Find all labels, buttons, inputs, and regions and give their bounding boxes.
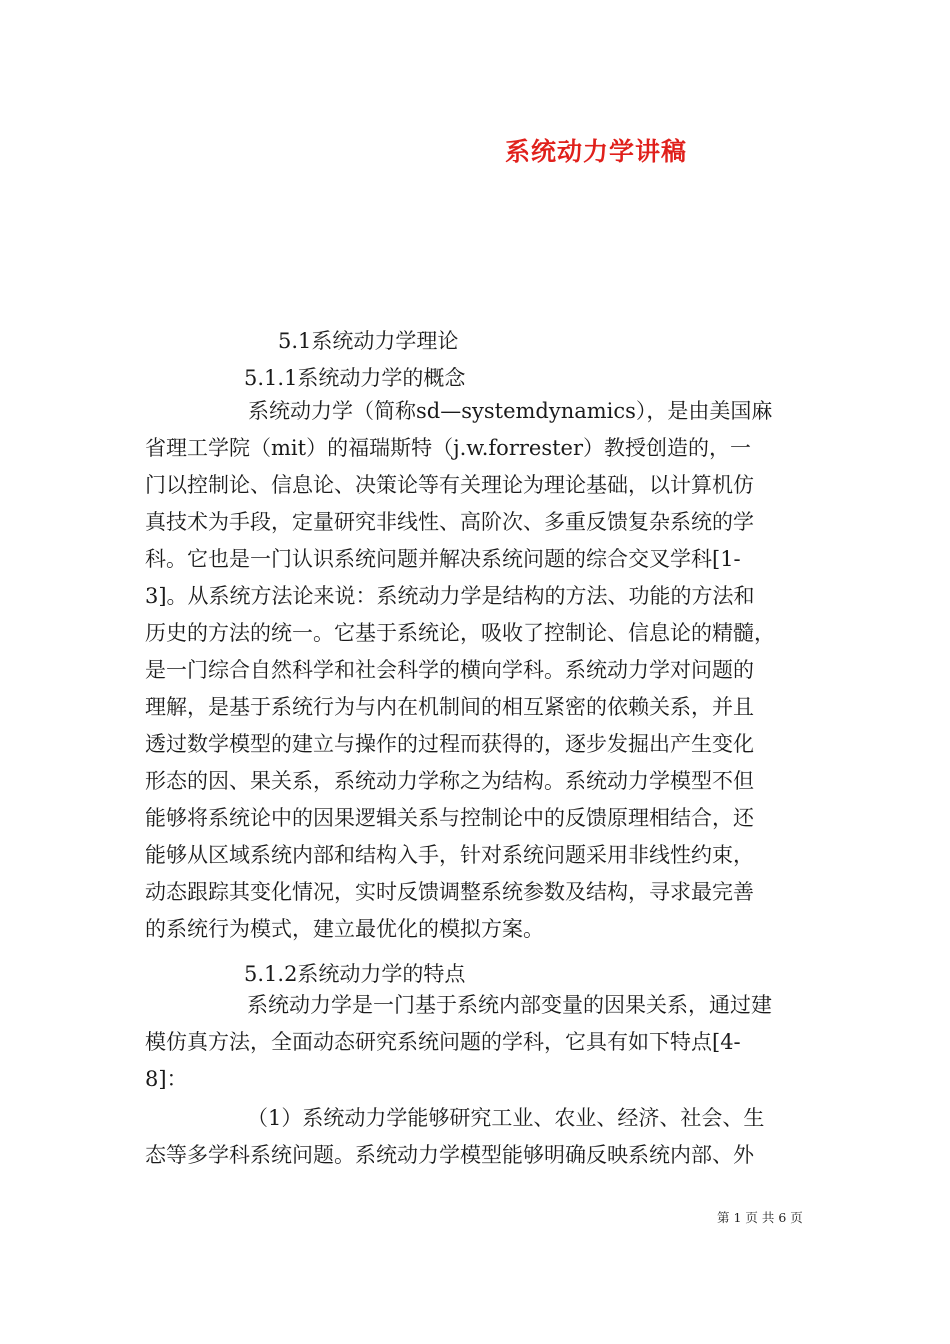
paragraph-line: 模仿真方法，全面动态研究系统问题的学科，它具有如下特点[4-: [145, 1030, 741, 1054]
paragraph-line: 能够将系统论中的因果逻辑关系与控制论中的反馈原理相结合，还: [145, 806, 754, 830]
paragraph-line: 门以控制论、信息论、决策论等有关理论为理论基础，以计算机仿: [145, 473, 754, 497]
paragraph-line: 透过数学模型的建立与操作的过程而获得的，逐步发掘出产生变化: [145, 732, 754, 756]
paragraph-line: 能够从区域系统内部和结构入手，针对系统问题采用非线性约束，: [145, 843, 754, 867]
document-title: 系统动力学讲稿: [505, 137, 688, 166]
paragraph-line: 3]。从系统方法论来说：系统动力学是结构的方法、功能的方法和: [145, 584, 755, 608]
paragraph-line: 科。它也是一门认识系统问题并解决系统问题的综合交叉学科[1-: [145, 547, 741, 571]
subsection-heading-features: 5.1.2系统动力学的特点: [244, 962, 466, 986]
paragraph-line: 历史的方法的统一。它基于系统论，吸收了控制论、信息论的精髓，: [145, 621, 775, 645]
paragraph-line: 系统动力学（简称sd—systemdynamics），是由美国麻: [248, 399, 773, 423]
page-footer: 第 1 页 共 6 页: [717, 1210, 803, 1225]
paragraph-line: 态等多学科系统问题。系统动力学模型能够明确反映系统内部、外: [145, 1143, 754, 1167]
paragraph-line: 8]：: [145, 1067, 188, 1091]
paragraph-line: 系统动力学是一门基于系统内部变量的因果关系，通过建: [247, 993, 772, 1017]
paragraph-line: 的系统行为模式，建立最优化的模拟方案。: [145, 917, 544, 941]
paragraph-line: 是一门综合自然科学和社会科学的横向学科。系统动力学对问题的: [145, 658, 754, 682]
paragraph-line: 理解，是基于系统行为与内在机制间的相互紧密的依赖关系，并且: [145, 695, 754, 719]
subsection-heading-concept: 5.1.1系统动力学的概念: [244, 366, 466, 390]
paragraph-line: 省理工学院（mit）的福瑞斯特（j.w.forrester）教授创造的，一: [145, 436, 752, 460]
paragraph-line: （1）系统动力学能够研究工业、农业、经济、社会、生: [247, 1106, 765, 1130]
section-heading: 5.1系统动力学理论: [278, 329, 459, 353]
paragraph-line: 动态跟踪其变化情况，实时反馈调整系统参数及结构，寻求最完善: [145, 880, 754, 904]
paragraph-line: 形态的因、果关系，系统动力学称之为结构。系统动力学模型不但: [145, 769, 754, 793]
paragraph-line: 真技术为手段，定量研究非线性、高阶次、多重反馈复杂系统的学: [145, 510, 754, 534]
